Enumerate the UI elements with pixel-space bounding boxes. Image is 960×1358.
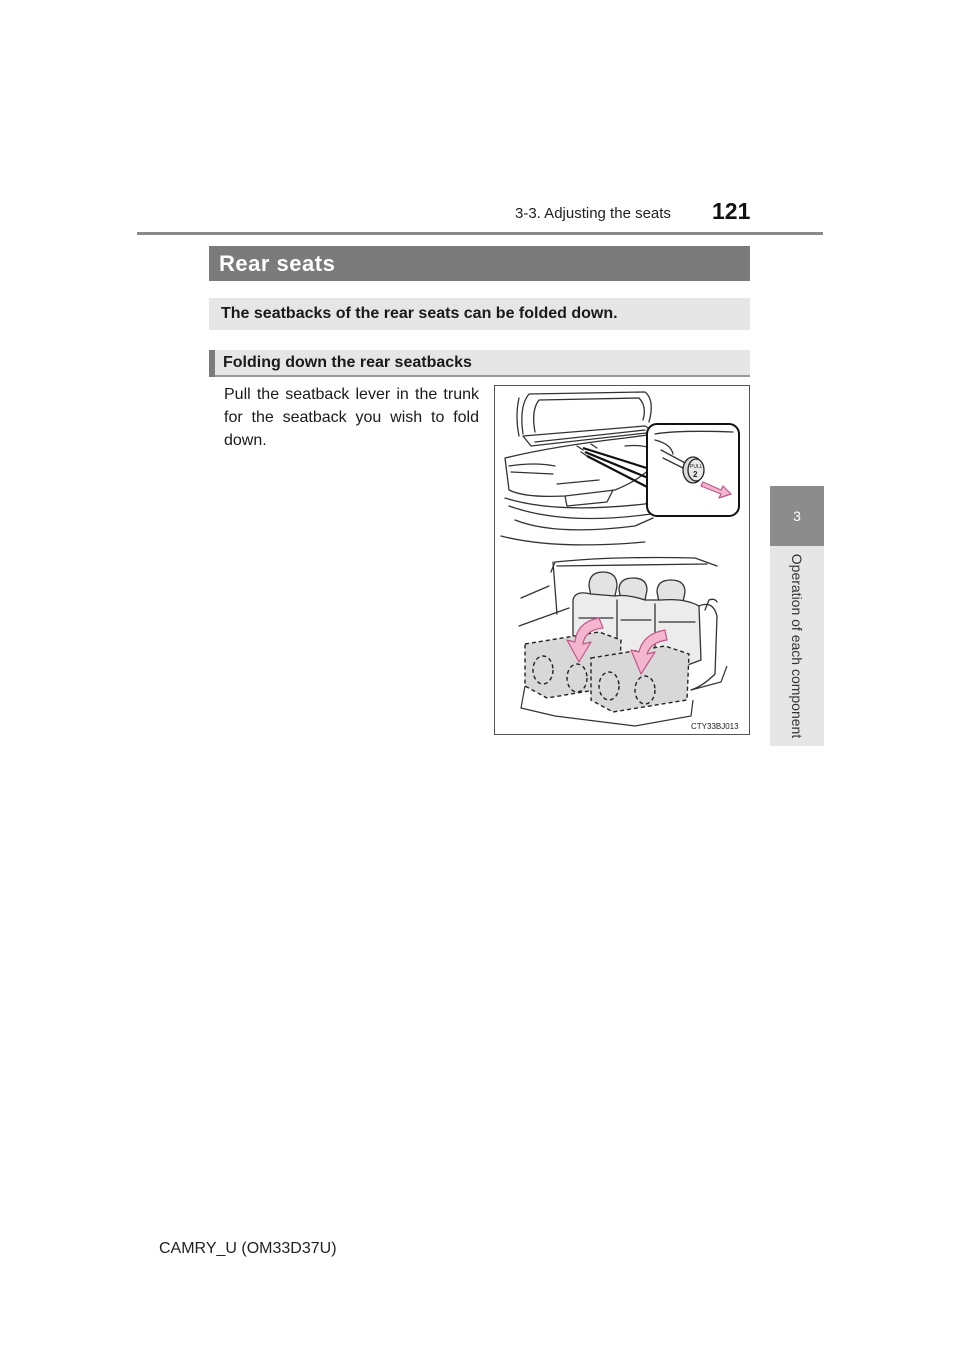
lever-pull-label: PULL [690,464,703,470]
section-title-bar [209,246,750,281]
car-rear-drawing [501,392,659,545]
subheading: Folding down the rear seatbacks [223,354,472,371]
subheading-marker [209,350,215,377]
lever-number-label: 2 [693,470,698,479]
seatback-illustration [495,386,749,734]
figure-illustration [494,385,750,735]
instruction-text: Pull the seatback lever in the trunk for the seatback you wish to fold down. [224,386,479,449]
chapter-tab-number: 3 [770,486,824,546]
section-reference: 3-3. Adjusting the seats [515,205,671,222]
chapter-tab-title: Operation of each component [789,553,805,739]
footer-model: CAMRY_U (OM33D37U) [159,1240,337,1257]
subheading-bar [209,350,750,377]
page-number: 121 [712,198,751,224]
intro-box [209,298,750,330]
chapter-tab [770,546,824,746]
intro-text: The seatbacks of the rear seats can be folded down. [221,305,618,322]
figure-code: CTY33BJ013 [691,722,739,731]
section-title: Rear seats [219,251,336,276]
header-divider [137,232,823,235]
